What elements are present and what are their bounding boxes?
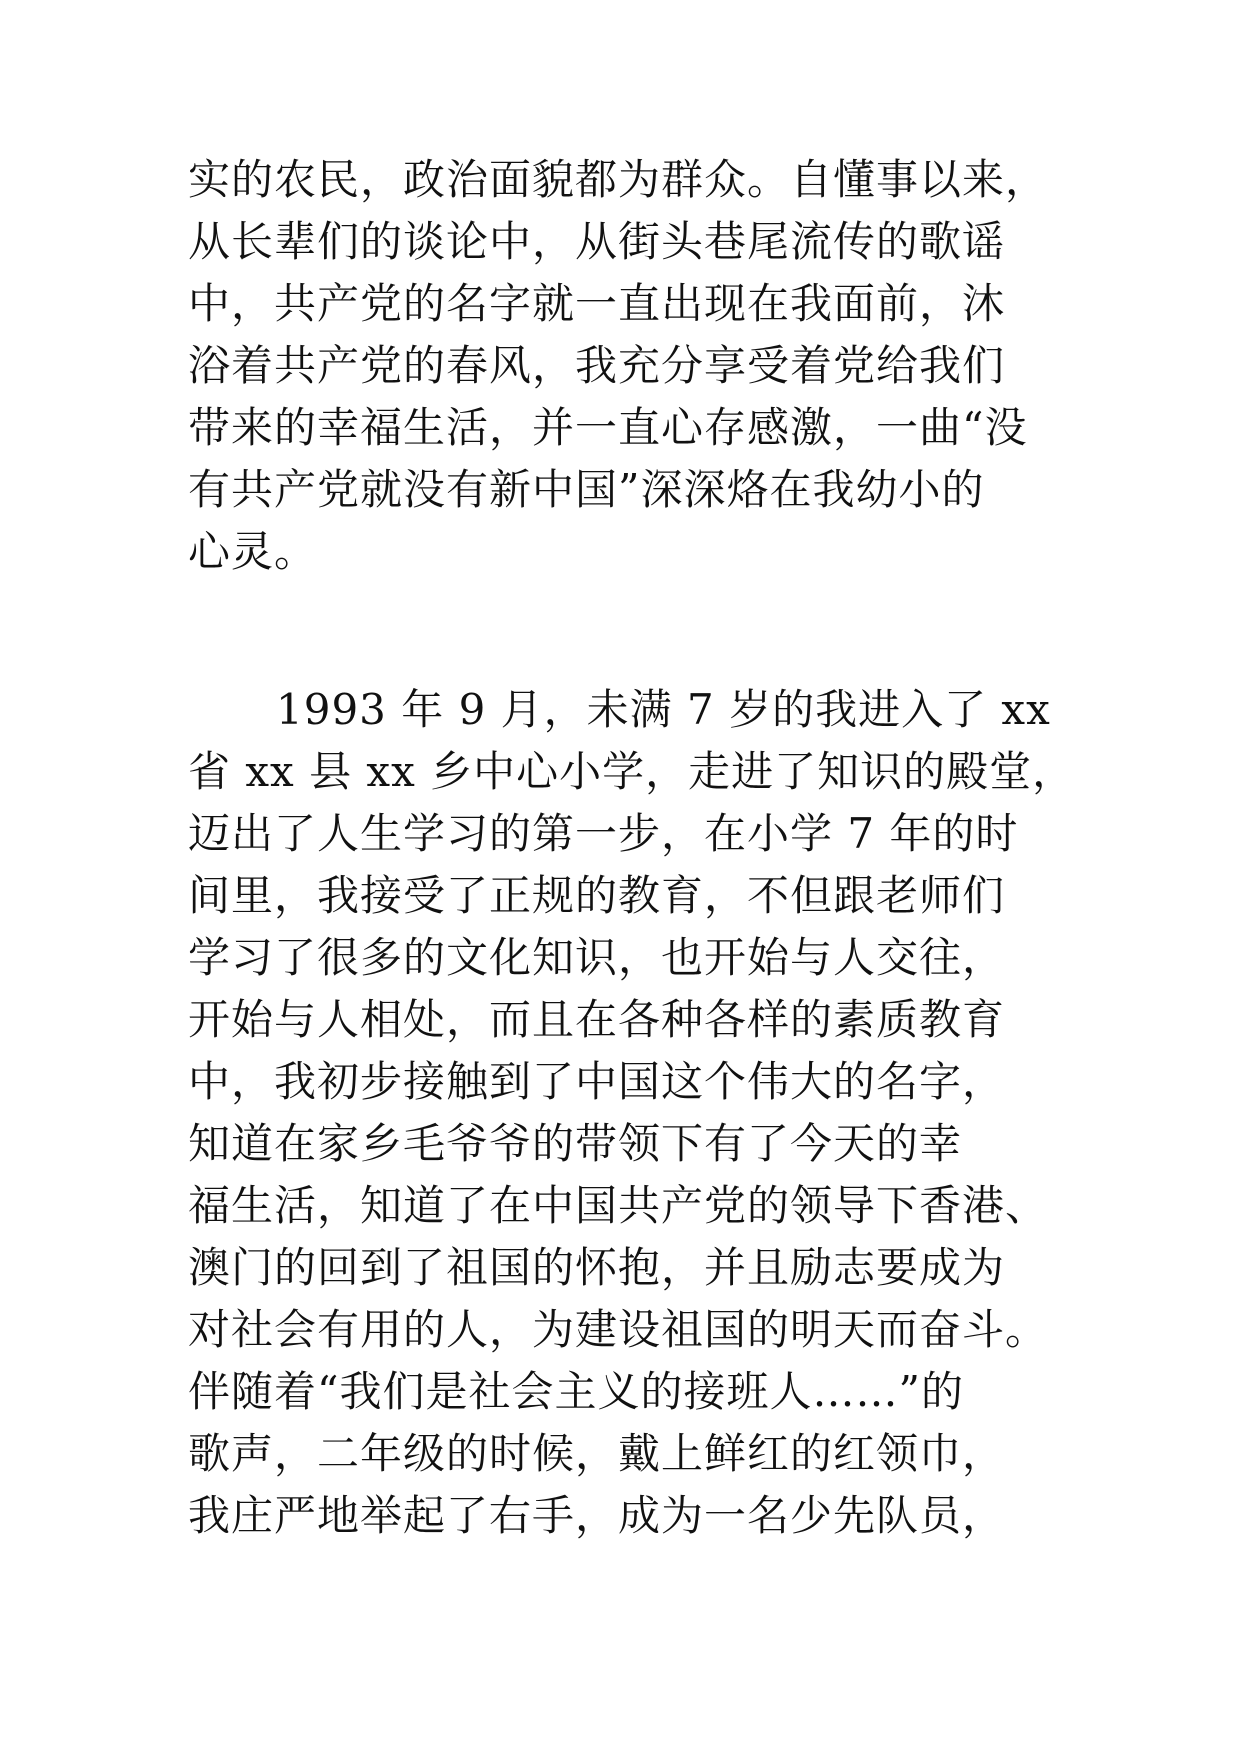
text-line: 福生活，知道了在中国共产党的领导下香港、 bbox=[188, 1181, 1049, 1230]
text-line: 对社会有用的人，为建设祖国的明天而奋斗。 bbox=[188, 1305, 1049, 1354]
text-line: 心灵。 bbox=[188, 527, 318, 576]
text-line: 我庄严地举起了右手，成为一名少先队员， bbox=[188, 1491, 1006, 1540]
text-line: 迈出了人生学习的第一步，在小学 7 年的时 bbox=[188, 809, 1019, 858]
text-line: 知道在家乡毛爷爷的带领下有了今天的幸 bbox=[188, 1119, 963, 1168]
text-line: 伴随着“我们是社会主义的接班人……”的 bbox=[188, 1367, 964, 1416]
text-line: 省 xx 县 xx 乡中心小学，走进了知识的殿堂， bbox=[188, 747, 1076, 796]
text-line: 带来的幸福生活，并一直心存感激，一曲“没 bbox=[188, 403, 1028, 452]
text-line: 学习了很多的文化知识，也开始与人交往， bbox=[188, 933, 1006, 982]
text-line: 歌声，二年级的时候，戴上鲜红的红领巾， bbox=[188, 1429, 1006, 1478]
text-line: 澳门的回到了祖国的怀抱，并且励志要成为 bbox=[188, 1243, 1006, 1292]
text-line: 有共产党就没有新中国”深深烙在我幼小的 bbox=[188, 465, 985, 514]
text-line: 间里，我接受了正规的教育，不但跟老师们 bbox=[188, 871, 1006, 920]
text-line: 浴着共产党的春风，我充分享受着党给我们 bbox=[188, 341, 1006, 390]
text-line: 中，我初步接触到了中国这个伟大的名字， bbox=[188, 1057, 1006, 1106]
text-line: 开始与人相处，而且在各种各样的素质教育 bbox=[188, 995, 1006, 1044]
text-line: 中，共产党的名字就一直出现在我面前，沐 bbox=[188, 279, 1006, 328]
text-line: 1993 年 9 月，未满 7 岁的我进入了 xx bbox=[276, 685, 1051, 734]
text-line: 从长辈们的谈论中，从街头巷尾流传的歌谣 bbox=[188, 217, 1006, 266]
text-line: 实的农民，政治面貌都为群众。自懂事以来， bbox=[188, 155, 1049, 204]
